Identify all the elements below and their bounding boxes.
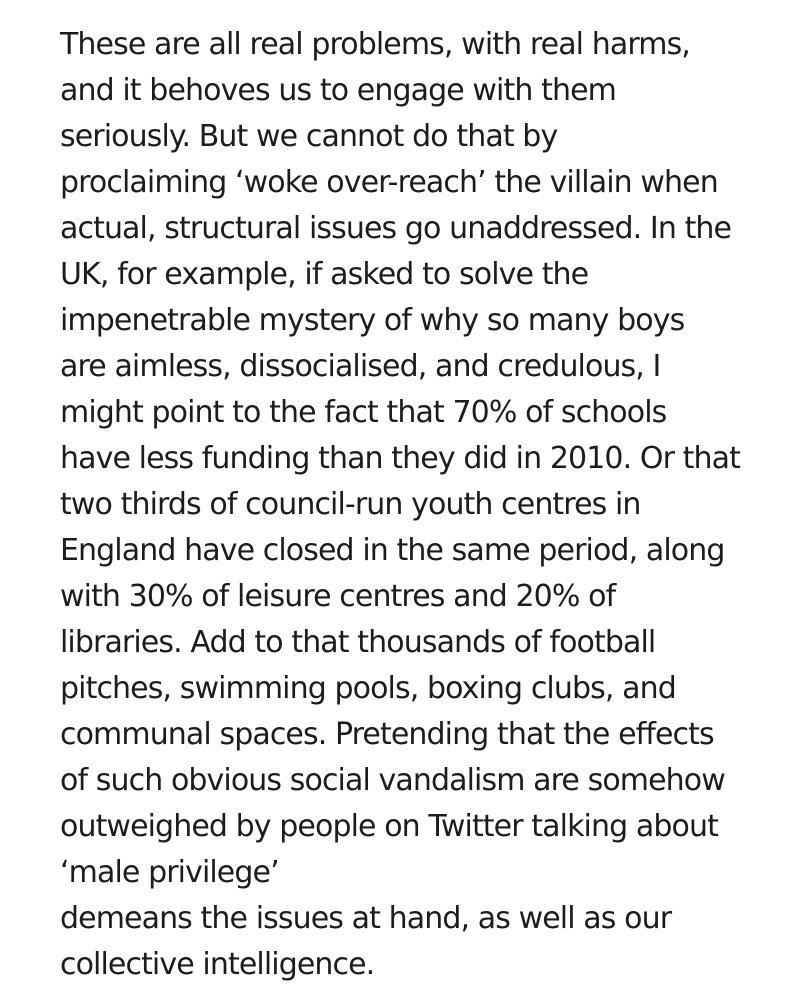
paragraph-line: seriously. But we cannot do that by xyxy=(60,119,558,154)
paragraph-line: proclaiming ‘woke over-reach’ the villain when xyxy=(60,165,718,200)
article-paragraph xyxy=(60,22,780,988)
paragraph-line: outweighed by people on Twitter talking about xyxy=(60,809,718,844)
paragraph-line: UK, for example, if asked to solve the xyxy=(60,257,589,292)
paragraph-line: libraries. Add to that thousands of football xyxy=(60,625,656,660)
paragraph-line: have less funding than they did in 2010. Or that xyxy=(60,441,740,476)
paragraph-line: of such obvious social vandalism are somehow xyxy=(60,763,725,798)
paragraph-line: might point to the fact that 70% of schools xyxy=(60,395,667,430)
paragraph-line: actual, structural issues go unaddressed. In the xyxy=(60,211,732,246)
paragraph-line: two thirds of council-run youth centres in xyxy=(60,487,641,522)
paragraph-line: pitches, swimming pools, boxing clubs, and xyxy=(60,671,676,706)
paragraph-line: impenetrable mystery of why so many boys xyxy=(60,303,685,338)
paragraph-line: These are all real problems, with real harms, xyxy=(60,27,690,62)
paragraph-line: demeans the issues at hand, as well as our xyxy=(60,901,672,936)
paragraph-line: ‘male privilege’ xyxy=(60,855,279,890)
paragraph-line: collective intelligence. xyxy=(60,947,375,982)
paragraph-line: communal spaces. Pretending that the effects xyxy=(60,717,714,752)
paragraph-line: England have closed in the same period, along xyxy=(60,533,725,568)
paragraph-line: are aimless, dissocialised, and credulous, I xyxy=(60,349,661,384)
paragraph-line: and it behoves us to engage with them xyxy=(60,73,616,108)
paragraph-line: with 30% of leisure centres and 20% of xyxy=(60,579,616,614)
